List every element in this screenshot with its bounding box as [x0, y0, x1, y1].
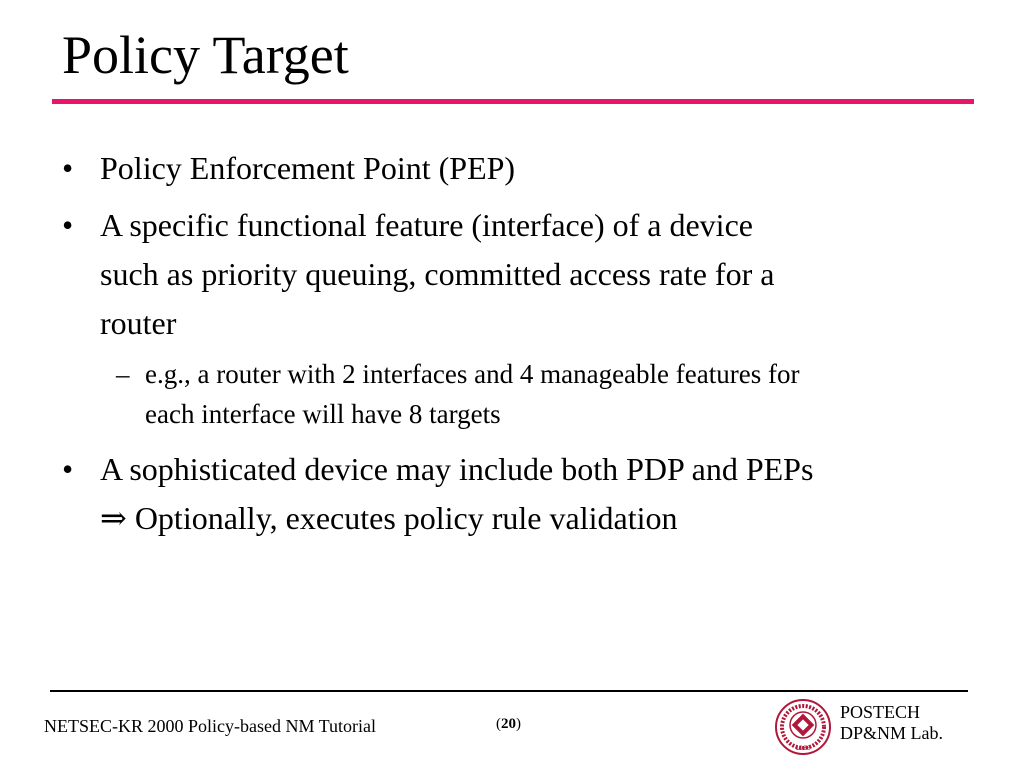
bullet-2-line-3: router: [100, 305, 177, 341]
bullet-marker: •: [62, 207, 74, 243]
implies-icon: ⇒: [100, 500, 127, 536]
sub-bullet-line-2: each interface will have 8 targets: [145, 399, 501, 429]
slide-title: Policy Target: [62, 25, 349, 85]
page-paren-close: ): [516, 716, 521, 732]
footer-lab: [840, 702, 943, 744]
footer-lab-line-1: POSTECH: [840, 702, 921, 722]
sub-bullet-line-1: e.g., a router with 2 interfaces and 4 manageable features for: [145, 359, 800, 389]
bullet-3-line-1: A sophisticated device may include both PDP and PEPs: [100, 451, 814, 487]
bullet-marker: •: [62, 451, 74, 487]
footer-divider: [50, 690, 968, 692]
bullet-marker: •: [62, 150, 74, 186]
page-paren-open: (: [496, 716, 501, 732]
bullet-1-line-1: Policy Enforcement Point (PEP): [100, 150, 516, 186]
footer-course-title: NETSEC-KR 2000 Policy-based NM Tutorial: [44, 716, 377, 736]
postech-logo-icon: [774, 698, 832, 756]
bullet-2-line-2: such as priority queuing, committed access rate for a: [100, 256, 775, 292]
bullet-3-line-2: [100, 493, 677, 543]
title-underline: [52, 99, 974, 104]
footer-lab-line-2: DP&NM Lab.: [840, 723, 943, 743]
bullet-2-line-1: A specific functional feature (interface) of a device: [100, 207, 753, 243]
logo-year: 1986: [795, 745, 811, 752]
page-number-value: 20: [501, 716, 516, 732]
page-number: [496, 714, 521, 734]
sub-bullet-marker: –: [116, 359, 130, 389]
bullet-3-line-2-text: Optionally, executes policy rule validation: [134, 500, 678, 536]
